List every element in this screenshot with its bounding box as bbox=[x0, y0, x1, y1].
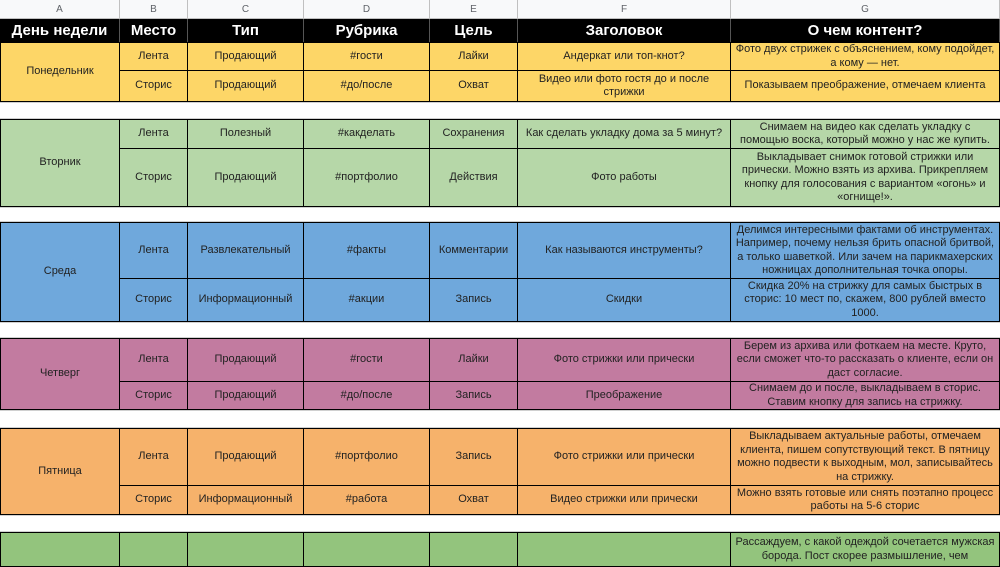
goal-cell[interactable]: Охват bbox=[430, 71, 518, 102]
rubric-cell[interactable]: #до/после bbox=[304, 382, 430, 410]
type-cell[interactable]: Продающий bbox=[188, 149, 304, 207]
rubric-cell[interactable]: #портфолио bbox=[304, 428, 430, 486]
content-cell[interactable]: Делимся интересными фактами об инструментах. Например, почему нельзя брить опасной бритвой, а только шаветкой. Или зачем на парикмахерских ножницах дополнительная точка опоры. bbox=[731, 222, 1000, 279]
place-cell[interactable]: Сторис bbox=[120, 279, 188, 322]
day-cell[interactable]: Вторник bbox=[0, 119, 120, 207]
day-cell[interactable] bbox=[0, 532, 120, 567]
column-header-b[interactable]: B bbox=[120, 0, 188, 19]
content-cell[interactable]: Показываем преображение, отмечаем клиента bbox=[731, 71, 1000, 102]
type-cell[interactable]: Продающий bbox=[188, 71, 304, 102]
day-cell[interactable]: Среда bbox=[0, 222, 120, 322]
header-cell[interactable]: Тип bbox=[188, 19, 304, 42]
type-cell[interactable]: Полезный bbox=[188, 119, 304, 149]
empty-row[interactable] bbox=[0, 102, 1000, 119]
type-cell[interactable]: Продающий bbox=[188, 382, 304, 410]
place-cell[interactable]: Сторис bbox=[120, 71, 188, 102]
empty-row[interactable] bbox=[0, 207, 1000, 222]
type-cell[interactable]: Продающий bbox=[188, 428, 304, 486]
headline-cell[interactable]: Как называются инструменты? bbox=[518, 222, 731, 279]
goal-cell[interactable]: Запись bbox=[430, 279, 518, 322]
headline-cell[interactable]: Фото работы bbox=[518, 149, 731, 207]
headline-cell[interactable]: Преображение bbox=[518, 382, 731, 410]
headline-cell[interactable]: Видео стрижки или прически bbox=[518, 486, 731, 515]
header-cell[interactable]: Цель bbox=[430, 19, 518, 42]
content-cell[interactable]: Выкладываем актуальные работы, отмечаем клиента, пишем сопутствующий текст. В пятницу можно подвести к выходным, мол, записывайтесь на стрижку. bbox=[731, 428, 1000, 486]
headline-cell[interactable]: Фото стрижки или прически bbox=[518, 428, 731, 486]
type-cell[interactable]: Информационный bbox=[188, 486, 304, 515]
type-cell[interactable] bbox=[188, 532, 304, 567]
column-header-f[interactable]: F bbox=[518, 0, 731, 19]
goal-cell[interactable]: Действия bbox=[430, 149, 518, 207]
content-cell[interactable]: Выкладывает снимок готовой стрижки или прически. Можно взять из архива. Прикрепляем кнопку для голосования с вариантом «огонь» и «огнище!». bbox=[731, 149, 1000, 207]
rubric-cell[interactable]: #до/после bbox=[304, 71, 430, 102]
content-cell[interactable]: Можно взять готовые или снять поэтапно процесс работы на 5-6 сторис bbox=[731, 486, 1000, 515]
column-header-c[interactable]: C bbox=[188, 0, 304, 19]
place-cell[interactable]: Сторис bbox=[120, 149, 188, 207]
place-cell[interactable] bbox=[120, 532, 188, 567]
goal-cell[interactable]: Запись bbox=[430, 428, 518, 486]
headline-cell[interactable]: Фото стрижки или прически bbox=[518, 338, 731, 382]
headline-cell[interactable]: Скидки bbox=[518, 279, 731, 322]
headline-cell[interactable]: Как сделать укладку дома за 5 минут? bbox=[518, 119, 731, 149]
headline-cell[interactable]: Андеркат или топ-кнот? bbox=[518, 42, 731, 71]
place-cell[interactable]: Лента bbox=[120, 428, 188, 486]
rubric-cell[interactable]: #акции bbox=[304, 279, 430, 322]
rubric-cell[interactable] bbox=[304, 532, 430, 567]
rubric-cell[interactable]: #какделать bbox=[304, 119, 430, 149]
rubric-cell[interactable]: #работа bbox=[304, 486, 430, 515]
day-cell[interactable]: Пятница bbox=[0, 428, 120, 515]
type-cell[interactable]: Продающий bbox=[188, 42, 304, 71]
header-cell[interactable]: Рубрика bbox=[304, 19, 430, 42]
rubric-cell[interactable]: #портфолио bbox=[304, 149, 430, 207]
header-cell[interactable]: Место bbox=[120, 19, 188, 42]
rubric-cell[interactable]: #факты bbox=[304, 222, 430, 279]
type-cell[interactable]: Продающий bbox=[188, 338, 304, 382]
place-cell[interactable]: Сторис bbox=[120, 382, 188, 410]
content-cell[interactable]: Снимаем до и после, выкладываем в сторис. Ставим кнопку для запись на стрижку. bbox=[731, 382, 1000, 410]
goal-cell[interactable]: Сохранения bbox=[430, 119, 518, 149]
content-cell[interactable]: Берем из архива или фоткаем на месте. Круто, если сможет что-то рассказать о клиенте, если он даст согласие. bbox=[731, 338, 1000, 382]
day-cell[interactable]: Понедельник bbox=[0, 42, 120, 102]
goal-cell[interactable]: Комментарии bbox=[430, 222, 518, 279]
headline-cell[interactable]: Видео или фото гостя до и после стрижки bbox=[518, 71, 731, 102]
header-cell[interactable]: День недели bbox=[0, 19, 120, 42]
rubric-cell[interactable]: #гости bbox=[304, 42, 430, 71]
content-cell[interactable]: Рассаждуем, с какой одеждой сочетается мужская борода. Пост скорее размышление, чем bbox=[731, 532, 1000, 567]
empty-row[interactable] bbox=[0, 410, 1000, 428]
column-header-g[interactable]: G bbox=[731, 0, 1000, 19]
column-header-e[interactable]: E bbox=[430, 0, 518, 19]
header-cell[interactable]: О чем контент? bbox=[731, 19, 1000, 42]
type-cell[interactable]: Развлекательный bbox=[188, 222, 304, 279]
type-cell[interactable]: Информационный bbox=[188, 279, 304, 322]
empty-row[interactable] bbox=[0, 515, 1000, 532]
place-cell[interactable]: Лента bbox=[120, 119, 188, 149]
goal-cell[interactable]: Лайки bbox=[430, 42, 518, 71]
rubric-cell[interactable]: #гости bbox=[304, 338, 430, 382]
goal-cell[interactable]: Охват bbox=[430, 486, 518, 515]
column-header-a[interactable]: A bbox=[0, 0, 120, 19]
goal-cell[interactable]: Лайки bbox=[430, 338, 518, 382]
empty-row[interactable] bbox=[0, 322, 1000, 338]
goal-cell[interactable]: Запись bbox=[430, 382, 518, 410]
place-cell[interactable]: Лента bbox=[120, 42, 188, 71]
header-cell[interactable]: Заголовок bbox=[518, 19, 731, 42]
place-cell[interactable]: Сторис bbox=[120, 486, 188, 515]
content-cell[interactable]: Скидка 20% на стрижку для самых быстрых в сторис: 10 мест по, скажем, 800 рублей вместо 1000. bbox=[731, 279, 1000, 322]
content-cell[interactable]: Снимаем на видео как сделать укладку с помощью воска, который можно у нас же купить. bbox=[731, 119, 1000, 149]
column-header-d[interactable]: D bbox=[304, 0, 430, 19]
day-cell[interactable]: Четверг bbox=[0, 338, 120, 410]
place-cell[interactable]: Лента bbox=[120, 338, 188, 382]
goal-cell[interactable] bbox=[430, 532, 518, 567]
place-cell[interactable]: Лента bbox=[120, 222, 188, 279]
headline-cell[interactable] bbox=[518, 532, 731, 567]
content-cell[interactable]: Фото двух стрижек с объяснением, кому подойдет, а кому — нет. bbox=[731, 42, 1000, 71]
